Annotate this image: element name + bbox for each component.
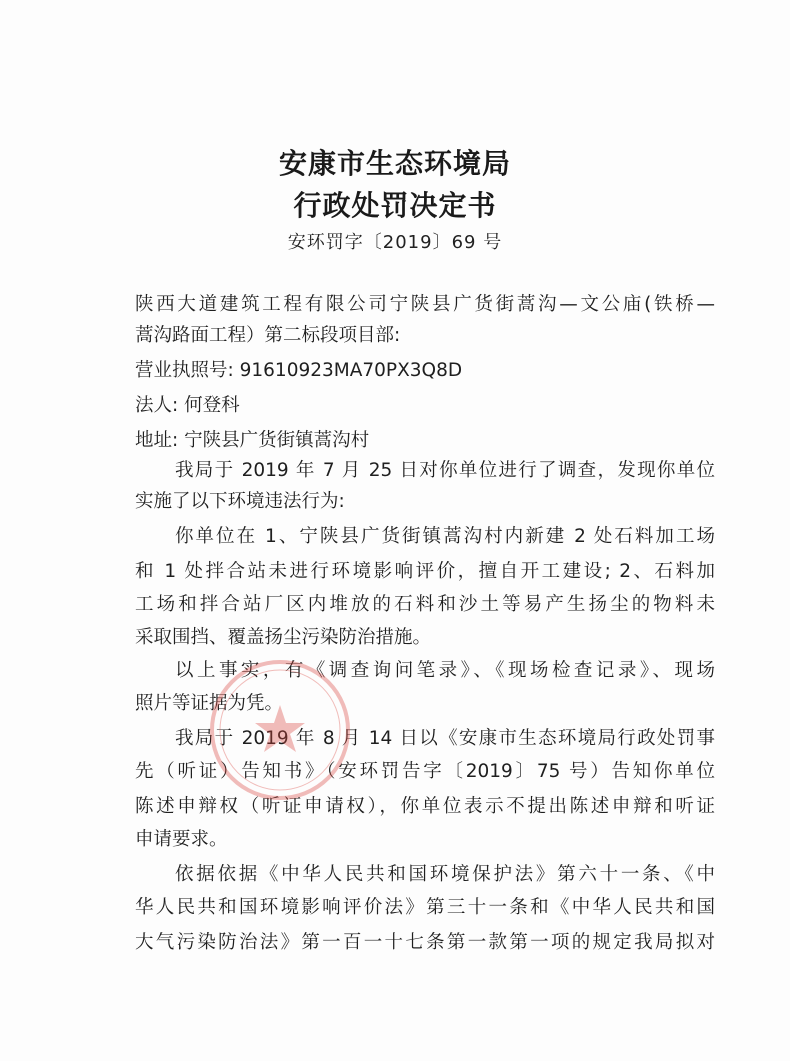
party-name-line1: 陕西大道建筑工程有限公司宁陕县广货街蒿沟—文公庙(铁桥—: [135, 294, 715, 315]
body-line: 依据依据《中华人民共和国环境保护法》第六十一条、《中: [175, 864, 715, 885]
body-line: 以上事实，有《调查询问笔录》、《现场检查记录》、现场: [175, 660, 715, 681]
document-title: 行政处罚决定书: [293, 189, 497, 222]
address: 地址: 宁陕县广货街镇蒿沟村: [135, 430, 370, 451]
body-line: 照片等证据为凭。: [135, 693, 284, 714]
body-line: 我局于 2019 年 7 月 25 日对你单位进行了调查，发现你单位: [175, 460, 715, 481]
business-license: 营业执照号: 91610923MA70PX3Q8D: [135, 360, 463, 381]
body-line: 和 1 处拌合站未进行环境影响评价，擅自开工建设; 2、石料加: [135, 561, 715, 582]
party-name-line2: 蒿沟路面工程）第二标段项目部:: [135, 325, 401, 346]
document-number: 安环罚字〔2019〕69 号: [287, 232, 503, 253]
body-line: 工场和拌合站厂区内堆放的石料和沙土等易产生扬尘的物料未: [135, 594, 715, 615]
agency-title: 安康市生态环境局: [278, 147, 511, 180]
body-line: 先（听证）告知书》（安环罚告字〔2019〕75 号）告知你单位: [135, 761, 715, 782]
body-line: 申请要求。: [135, 829, 228, 850]
body-line: 大气污染防治法》第一百一十七条第一款第一项的规定我局拟对: [135, 932, 715, 953]
body-line: 实施了以下环境违法行为:: [135, 491, 345, 512]
body-line: 华人民共和国环境影响评价法》第三十一条和《中华人民共和国: [135, 897, 715, 918]
body-line: 陈述申辩权（听证申请权），你单位表示不提出陈述申辩和听证: [135, 796, 715, 817]
body-line: 采取围挡、覆盖扬尘污染防治措施。: [135, 627, 432, 648]
legal-person: 法人: 何登科: [135, 395, 240, 416]
body-line: 我局于 2019 年 8 月 14 日以《安康市生态环境局行政处罚事: [175, 728, 715, 749]
body-line: 你单位在 1、宁陕县广货街镇蒿沟村内新建 2 处石料加工场: [175, 526, 715, 547]
